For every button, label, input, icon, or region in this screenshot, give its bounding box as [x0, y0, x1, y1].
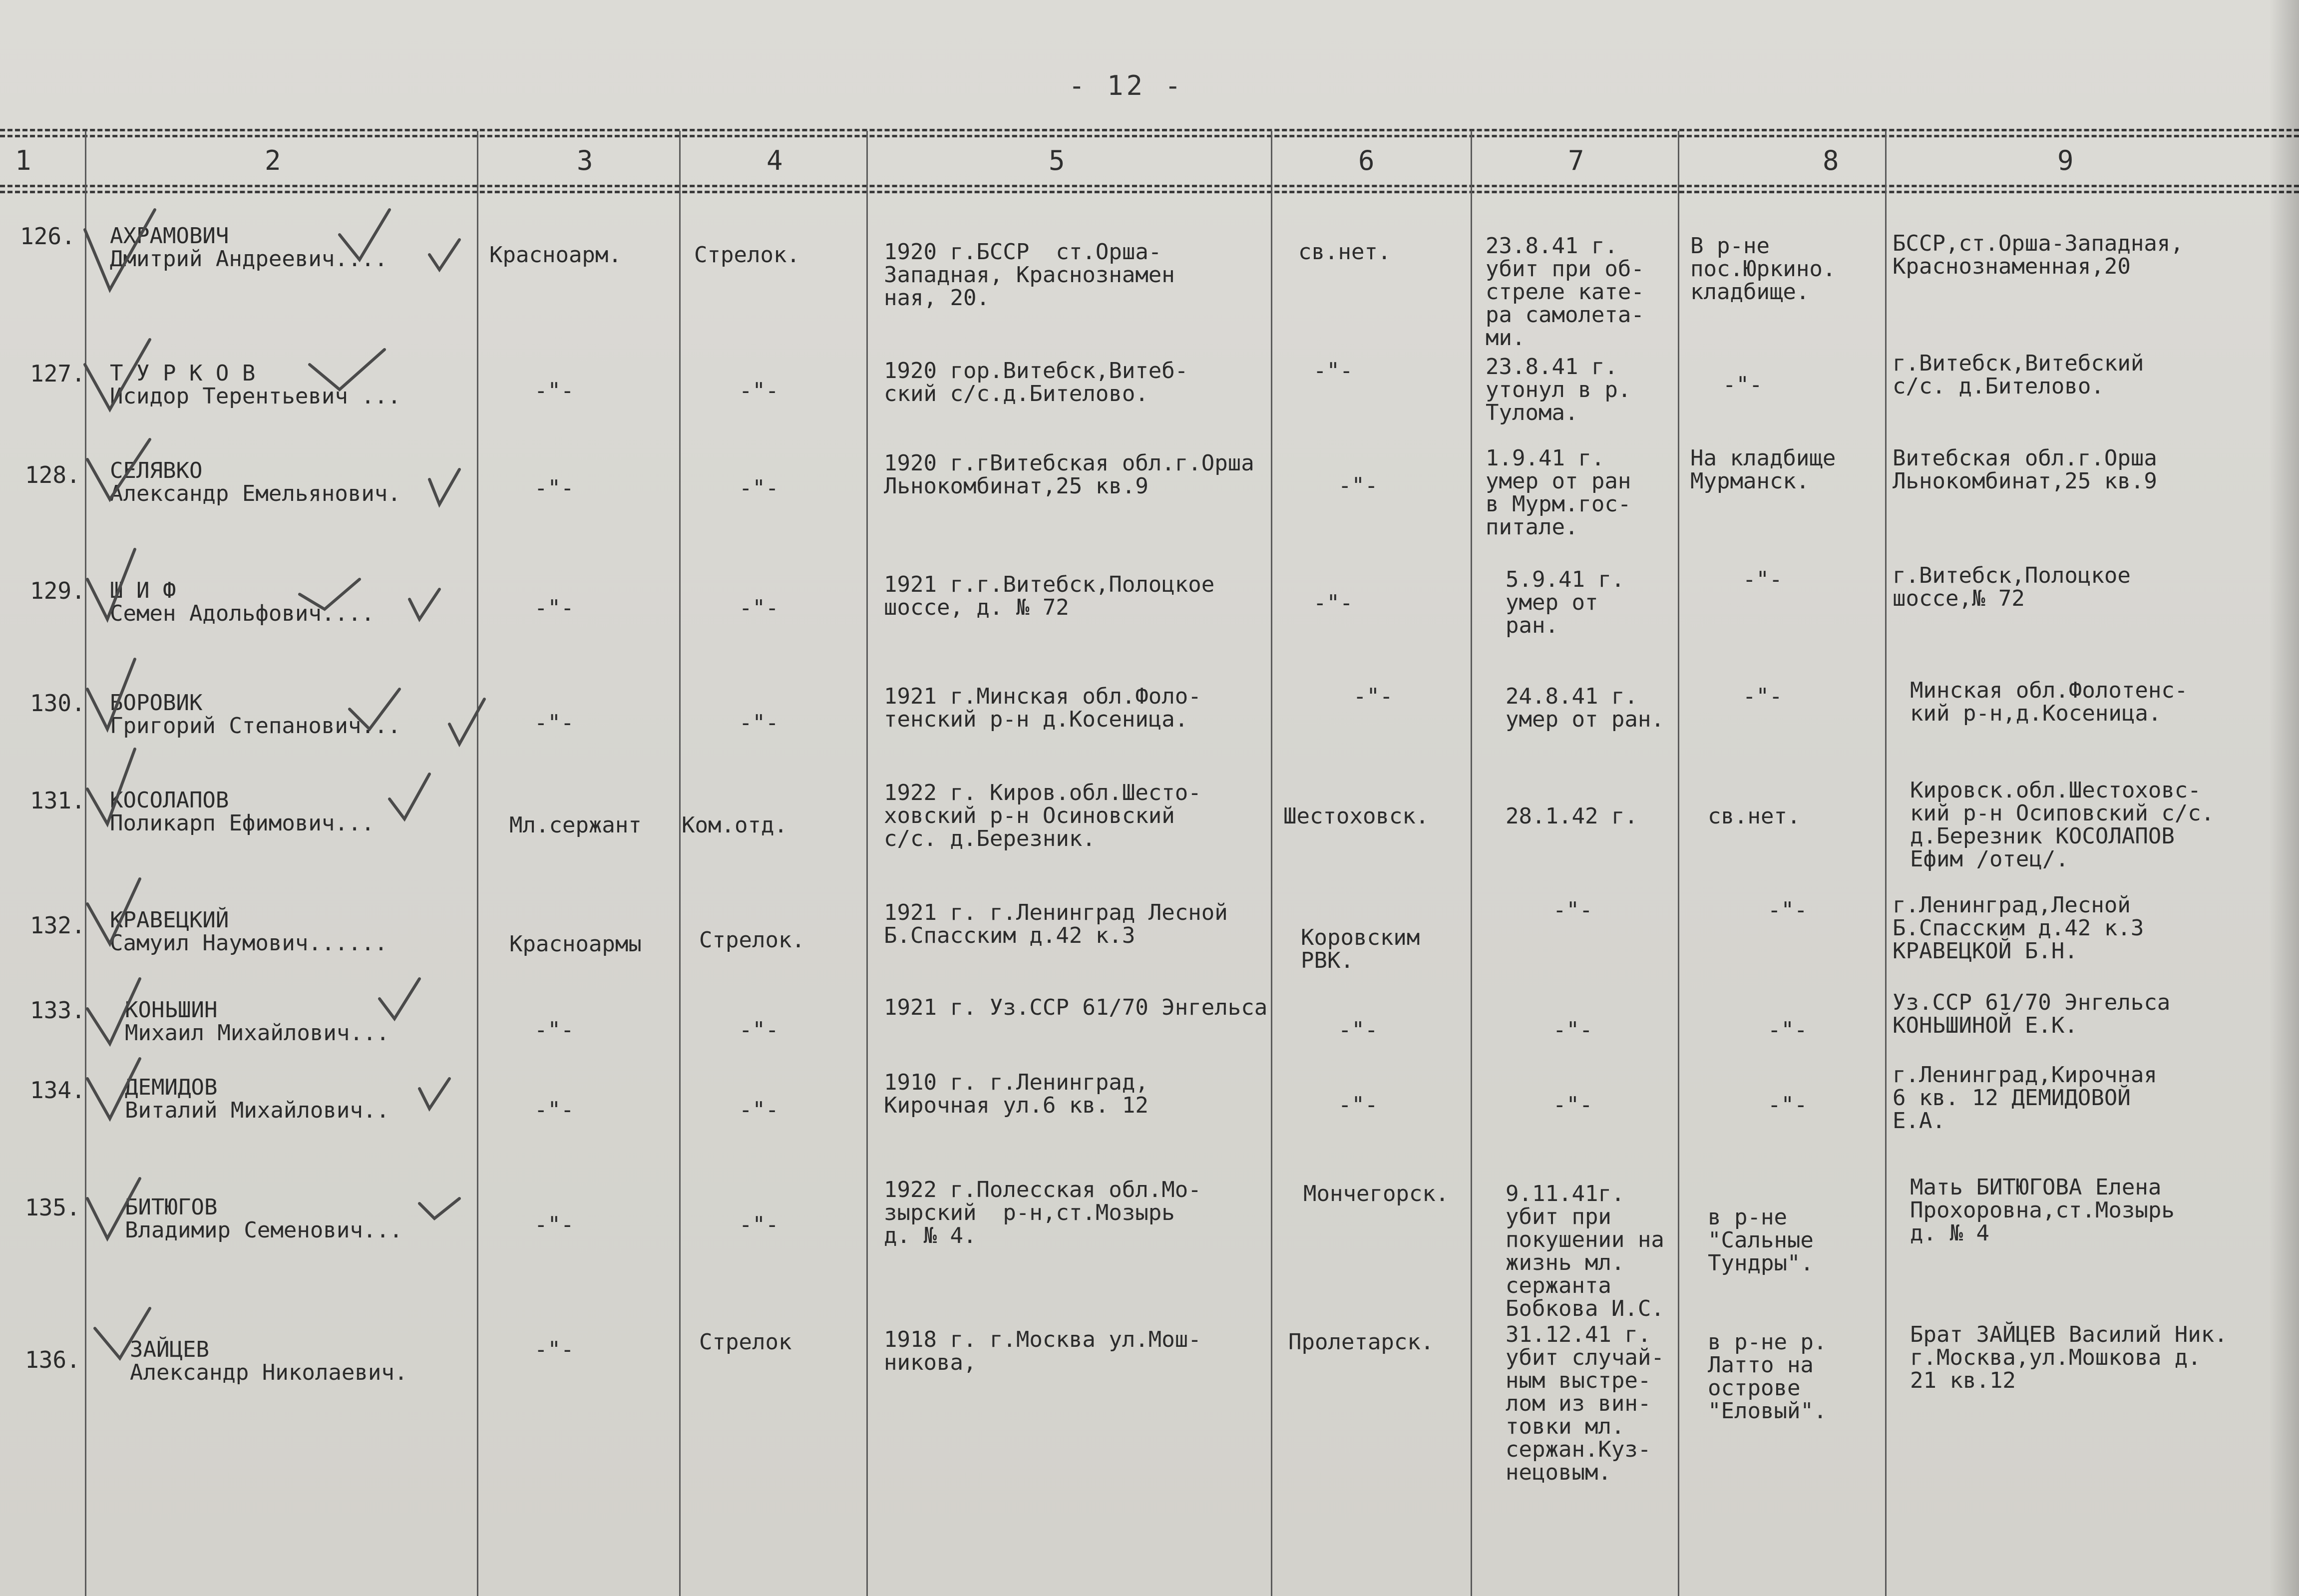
- record-burial: -"-: [1743, 567, 1783, 592]
- record-position: Стрелок: [699, 1329, 792, 1355]
- record-rvk: -"-: [1313, 590, 1353, 616]
- record-number: 127.: [30, 360, 85, 387]
- record-rvk: Мончегорск.: [1303, 1181, 1449, 1206]
- record-number: 132.: [30, 912, 85, 939]
- record-name: СЕЛЯВКО Александр Емельянович.: [110, 458, 401, 506]
- column-header-6: 6: [1358, 145, 1375, 176]
- record-birth-address: 1920 г.гВитебская обл.г.Орша Льнокомбинат,25 кв.9: [884, 450, 1254, 499]
- record-position: Стрелок.: [699, 927, 805, 953]
- record-death: -"-: [1553, 897, 1593, 923]
- record-rank: Красноармы: [509, 931, 642, 957]
- record-death: 24.8.41 г. умер от ран.: [1506, 684, 1664, 732]
- column-header-7: 7: [1568, 145, 1584, 176]
- record-birth-address: 1922 г.Полесская обл.Мо- зырский р-н,ст.Мозырь д. № 4.: [884, 1177, 1201, 1248]
- column-header-4: 4: [766, 145, 783, 176]
- record-rvk: -"-: [1313, 358, 1353, 384]
- record-rank: -"-: [534, 1097, 574, 1123]
- record-relatives: Минская обл.Фолотенс- кий р-н,д.Косеница.: [1910, 678, 2188, 726]
- column-divider-5: [1271, 131, 1272, 1596]
- record-number: 126.: [20, 223, 75, 250]
- column-header-1: 1: [15, 145, 31, 176]
- record-death: 9.11.41г. убит при покушении на жизнь мл. сержанта Бобкова И.С.: [1506, 1181, 1664, 1321]
- record-rank: -"-: [534, 475, 574, 501]
- record-death: 1.9.41 г. умер от ран в Мурм.гос- питале.: [1486, 445, 1631, 540]
- record-position: -"-: [739, 1017, 779, 1043]
- column-divider-2: [477, 131, 478, 1596]
- record-number: 133.: [30, 997, 85, 1024]
- record-rvk: Коровским РВК.: [1301, 925, 1420, 973]
- record-number: 130.: [30, 690, 85, 717]
- record-death: 31.12.41 г. убит случай- ным выстре- лом из вин- товки мл. сержан.Куз- нецовым.: [1506, 1322, 1664, 1485]
- record-rank: -"-: [534, 1212, 574, 1237]
- column-divider-6: [1471, 131, 1472, 1596]
- record-death: 23.8.41 г. утонул в р. Тулома.: [1486, 354, 1631, 425]
- record-relatives: Уз.ССР 61/70 Энгельса КОНЬШИНОЙ Е.К.: [1893, 990, 2171, 1038]
- record-rvk: -"-: [1338, 1092, 1378, 1118]
- page-number: - 12 -: [1069, 70, 1184, 101]
- record-position: -"-: [739, 1097, 779, 1123]
- record-relatives: Мать БИТЮГОВА Елена Прохоровна,ст.Мозырь д. № 4: [1910, 1175, 2175, 1246]
- column-header-9: 9: [2057, 145, 2074, 176]
- column-header-5: 5: [1049, 145, 1065, 176]
- record-death: 23.8.41 г. убит при об- стреле кате- ра самолета- ми.: [1486, 233, 1644, 351]
- record-death: -"-: [1553, 1092, 1593, 1118]
- record-birth-address: 1920 г.БССР ст.Орша- Западная, Краснознамен ная, 20.: [884, 239, 1175, 311]
- record-relatives: Брат ЗАЙЦЕВ Василий Ник. г.Москва,ул.Мошкова д. 21 кв.12: [1910, 1322, 2228, 1393]
- column-divider-3: [679, 131, 681, 1596]
- record-position: Стрелок.: [694, 242, 800, 268]
- record-name: КОСОЛАПОВ Поликарп Ефимович...: [110, 788, 375, 836]
- header-rule-top-2: [0, 135, 2299, 137]
- record-rank: -"-: [534, 1337, 574, 1362]
- record-relatives: БССР,ст.Орша-Западная, Краснознаменная,20: [1893, 231, 2184, 279]
- record-rank: -"-: [534, 710, 574, 736]
- record-name: Ш И Ф Семен Адольфович....: [110, 578, 375, 626]
- column-divider-4: [866, 131, 868, 1596]
- column-header-3: 3: [577, 145, 593, 176]
- record-birth-address: 1920 гор.Витебск,Витеб- ский с/с.д.Бителово.: [884, 358, 1188, 406]
- record-burial: -"-: [1743, 684, 1783, 709]
- record-number: 136.: [25, 1346, 80, 1373]
- record-birth-address: 1921 г. г.Ленинград Лесной Б.Спасским д.42 к.3: [884, 900, 1228, 948]
- record-name: Т У Р К О В Исидор Терентьевич ...: [110, 361, 401, 409]
- record-relatives: Кировск.обл.Шестоховс- кий р-н Осиповский с/с. д.Березник КОСОЛАПОВ Ефим /отец/.: [1910, 778, 2215, 872]
- record-death: 5.9.41 г. умер от ран.: [1506, 567, 1625, 638]
- record-rvk: -"-: [1353, 684, 1393, 709]
- record-position: -"-: [739, 475, 779, 501]
- record-rvk: св.нет.: [1298, 239, 1391, 265]
- record-position: -"-: [739, 378, 779, 403]
- record-number: 128.: [25, 461, 80, 488]
- record-burial: -"-: [1768, 1017, 1808, 1043]
- record-number: 134.: [30, 1077, 85, 1104]
- record-position: -"-: [739, 710, 779, 736]
- record-name: КРАВЕЦКИЙ Самуил Наумович......: [110, 907, 388, 956]
- record-birth-address: 1921 г.Минская обл.Фоло- тенский р-н д.Косеница.: [884, 684, 1201, 732]
- record-number: 135.: [25, 1194, 80, 1221]
- record-rvk: -"-: [1338, 1017, 1378, 1043]
- record-relatives: г.Витебск,Витебский с/с. д.Бителово.: [1893, 351, 2144, 399]
- record-relatives: Витебская обл.г.Орша Льнокомбинат,25 кв.9: [1893, 445, 2157, 494]
- record-position: Ком.отд.: [682, 812, 787, 838]
- record-rank: -"-: [534, 378, 574, 403]
- record-position: -"-: [739, 1212, 779, 1237]
- column-divider-8: [1885, 131, 1887, 1596]
- header-rule-bottom-2: [0, 191, 2299, 193]
- record-burial: -"-: [1768, 897, 1808, 923]
- record-relatives: г.Ленинград,Лесной Б.Спасским д.42 к.3 КРАВЕЦКОЙ Б.Н.: [1893, 892, 2144, 964]
- header-rule-bottom: [0, 185, 2299, 187]
- record-death: -"-: [1553, 1017, 1593, 1043]
- record-name: БОРОВИК Григорий Степанович...: [110, 690, 401, 739]
- record-rvk: Пролетарск.: [1288, 1329, 1434, 1355]
- record-rank: -"-: [534, 595, 574, 621]
- record-name: ЗАЙЦЕВ Александр Николаевич.: [130, 1337, 408, 1385]
- record-burial: На кладбище Мурманск.: [1690, 445, 1836, 494]
- record-relatives: г.Ленинград,Кирочная 6 кв. 12 ДЕМИДОВОЙ Е.А.: [1893, 1062, 2157, 1134]
- record-rank: -"-: [534, 1017, 574, 1043]
- record-burial: -"-: [1768, 1092, 1808, 1118]
- column-header-2: 2: [265, 145, 281, 176]
- record-burial: св.нет.: [1708, 803, 1801, 829]
- column-divider-7: [1678, 131, 1679, 1596]
- page-edge-shadow: [2269, 0, 2299, 1596]
- record-name: ДЕМИДОВ Виталий Михайлович..: [125, 1075, 389, 1123]
- record-name: БИТЮГОВ Владимир Семенович...: [125, 1195, 403, 1243]
- record-birth-address: 1921 г. Уз.ССР 61/70 Энгельса: [884, 995, 1268, 1020]
- record-burial: В р-не пос.Юркино. кладбище.: [1690, 233, 1836, 305]
- record-birth-address: 1918 г. г.Москва ул.Мош- никова,: [884, 1327, 1201, 1375]
- column-header-8: 8: [1823, 145, 1839, 176]
- record-position: -"-: [739, 595, 779, 621]
- record-name: АХРАМОВИЧ Дмитрий Андреевич....: [110, 223, 388, 272]
- column-divider-1: [85, 131, 86, 1596]
- record-rvk: -"-: [1338, 473, 1378, 498]
- record-number: 131.: [30, 787, 85, 814]
- record-burial: в р-не р. Латто на острове "Еловый".: [1708, 1329, 1827, 1424]
- record-relatives: г.Витебск,Полоцкое шоссе,№ 72: [1893, 563, 2131, 611]
- record-burial: в р-не "Сальные Тундры".: [1708, 1204, 1814, 1276]
- record-birth-address: 1910 г. г.Ленинград, Кирочная ул.6 кв. 12: [884, 1070, 1149, 1118]
- record-birth-address: 1921 г.г.Витебск,Полоцкое шоссе, д. № 72: [884, 572, 1215, 620]
- record-birth-address: 1922 г. Киров.обл.Шесто- ховский р-н Осиновский с/с. д.Березник.: [884, 780, 1201, 851]
- record-rank: Красноарм.: [489, 242, 622, 268]
- header-rule-top: [0, 129, 2299, 131]
- record-burial: -"-: [1723, 372, 1763, 398]
- record-rvk: Шестоховск.: [1283, 803, 1429, 829]
- record-number: 129.: [30, 577, 85, 604]
- record-name: КОНЬШИН Михаил Михайлович...: [125, 997, 389, 1046]
- record-rank: Мл.сержант: [509, 812, 642, 838]
- record-death: 28.1.42 г.: [1506, 803, 1638, 829]
